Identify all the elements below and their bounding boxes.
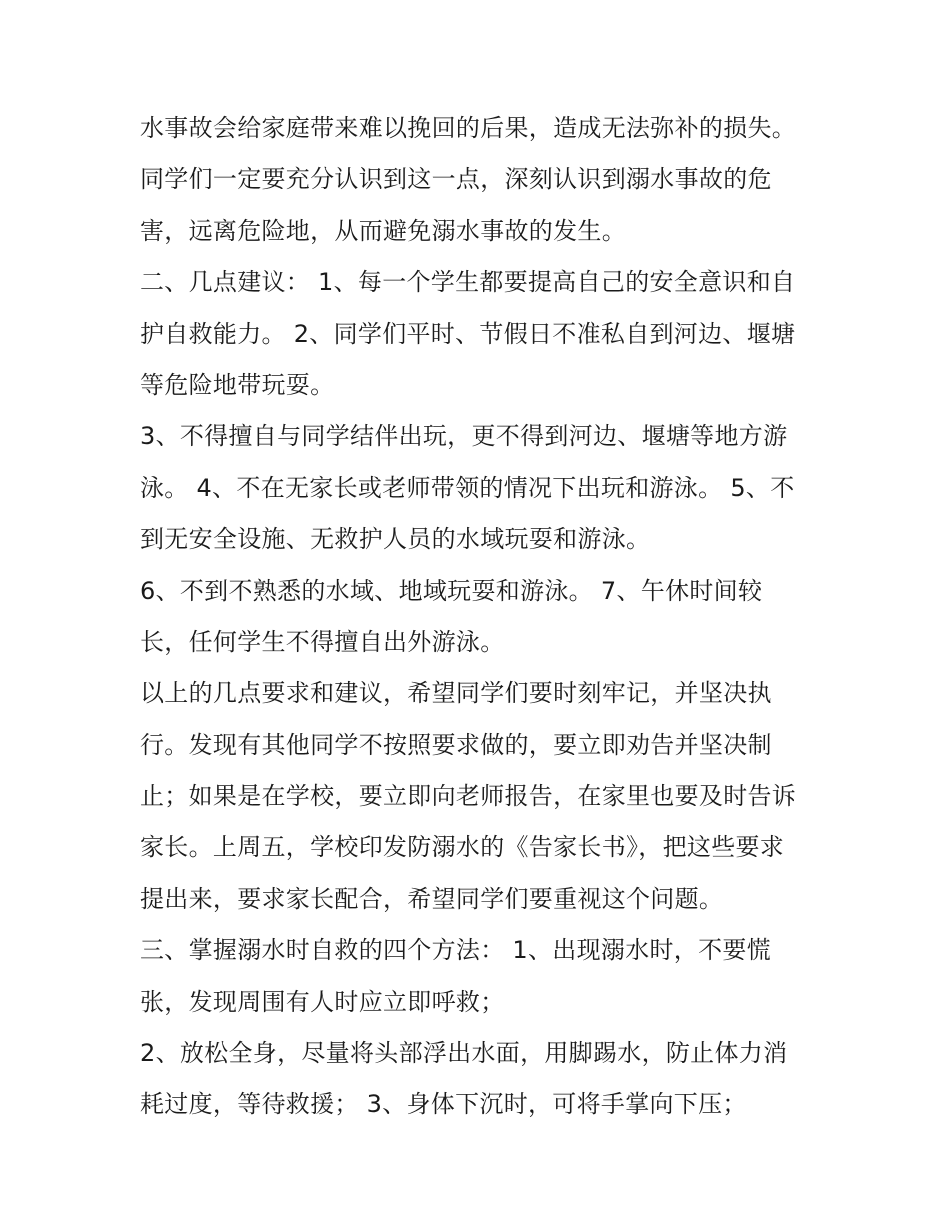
text-line: 行。发现有其他同学不按照要求做的，要立即劝告并坚决制 (140, 730, 772, 759)
text-line: 泳。 4、不在无家长或老师带领的情况下出玩和游泳。 5、不 (140, 473, 795, 502)
text-line: 长，任何学生不得擅自出外游泳。 (140, 627, 505, 656)
text-line: 三、掌握溺水时自救的四个方法： 1、出现溺水时，不要慌 (140, 936, 771, 965)
text-line: 家长。上周五，学校印发防溺水的《告家长书》，把这些要求 (140, 833, 785, 862)
document-body (140, 103, 820, 1131)
text-line: 到无安全设施、无救护人员的水域玩耍和游泳。 (140, 525, 651, 554)
text-line: 二、几点建议： 1、每一个学生都要提高自己的安全意识和自 (140, 268, 796, 297)
text-line: 等危险地带玩耍。 (140, 370, 335, 399)
text-line: 止；如果是在学校，要立即向老师报告，在家里也要及时告诉 (140, 782, 797, 811)
text-line: 害，远离危险地，从而避免溺水事故的发生。 (140, 216, 626, 245)
text-line: 提出来，要求家长配合，希望同学们要重视这个问题。 (140, 884, 724, 913)
text-line: 护自救能力。 2、同学们平时、节假日不准私自到河边、堰塘 (140, 319, 796, 348)
text-line: 以上的几点要求和建议，希望同学们要时刻牢记，并坚决执 (140, 679, 772, 708)
text-line: 2、放松全身，尽量将头部浮出水面，用脚踢水，防止体力消 (140, 1039, 788, 1068)
text-line: 6、不到不熟悉的水域、地域玩耍和游泳。 7、午休时间较 (140, 576, 763, 605)
text-line: 3、不得擅自与同学结伴出玩，更不得到河边、堰塘等地方游 (140, 422, 788, 451)
text-line: 同学们一定要充分认识到这一点，深刻认识到溺水事故的危 (140, 165, 772, 194)
text-line: 水事故会给家庭带来难以挽回的后果，造成无法弥补的损失。 (140, 114, 797, 142)
text-line: 张，发现周围有人时应立即呼救； (140, 987, 505, 1016)
text-line: 耗过度，等待救援； 3、身体下沉时，可将手掌向下压； (140, 1090, 747, 1119)
